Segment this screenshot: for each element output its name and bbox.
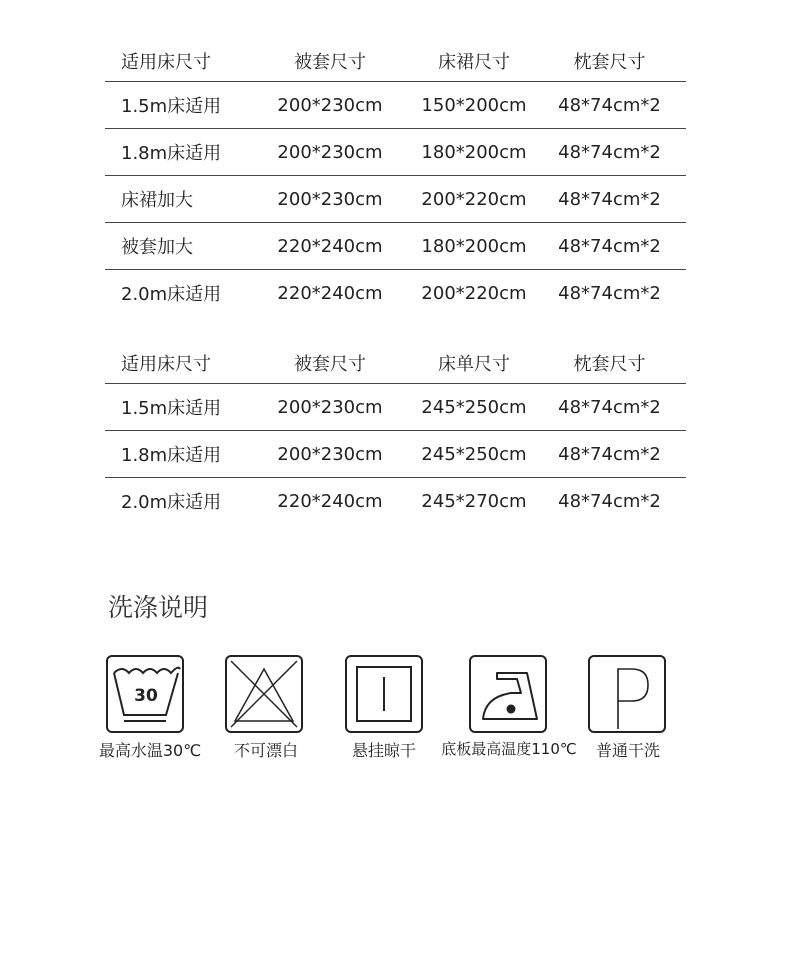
cell: 1.5m床适用 (121, 96, 222, 117)
cell: 48*74cm*2 (558, 141, 661, 163)
size-table-1 (105, 40, 686, 316)
wash-label-drip-dry: 悬挂晾干 (351, 741, 416, 760)
cell: 48*74cm*2 (558, 188, 661, 210)
wash-tub-icon (106, 655, 184, 733)
wash-label-temp: 最高水温30℃ (98, 741, 202, 760)
table-row (105, 383, 686, 430)
table-header-row (105, 40, 686, 81)
cell: 48*74cm*2 (558, 282, 661, 304)
cell: 被套加大 (121, 237, 193, 258)
cell: 180*200cm (421, 235, 527, 257)
wash-label-no-bleach: 不可漂白 (233, 741, 298, 760)
header-pillowcase-size: 枕套尺寸 (573, 353, 646, 375)
wash-instructions-title: 洗涤说明 (108, 593, 209, 622)
header-bed-size: 适用床尺寸 (121, 51, 211, 73)
cell: 200*220cm (421, 188, 527, 210)
cell: 245*250cm (421, 443, 527, 465)
cell: 200*230cm (277, 443, 383, 465)
table-row (105, 269, 686, 316)
cell: 220*240cm (277, 490, 383, 512)
drip-dry-icon (345, 655, 423, 733)
cell: 2.0m床适用 (121, 284, 222, 305)
table-row (105, 81, 686, 128)
cell: 200*230cm (277, 396, 383, 418)
header-duvet-size: 被套尺寸 (294, 51, 366, 73)
table-row (105, 430, 686, 477)
size-table-2 (105, 342, 686, 524)
cell: 200*220cm (421, 282, 527, 304)
cell: 200*230cm (277, 94, 383, 116)
cell: 1.8m床适用 (121, 143, 222, 164)
table-row (105, 175, 686, 222)
table-row (105, 477, 686, 524)
no-bleach-icon (225, 655, 303, 733)
header-duvet-size: 被套尺寸 (294, 353, 366, 375)
cell: 245*270cm (421, 490, 527, 512)
cell: 48*74cm*2 (558, 94, 661, 116)
cell: 48*74cm*2 (558, 396, 661, 418)
cell: 180*200cm (421, 141, 527, 163)
cell: 1.5m床适用 (121, 398, 222, 419)
cell: 245*250cm (421, 396, 527, 418)
dry-clean-p-icon (588, 655, 666, 733)
iron-icon (469, 655, 547, 733)
cell: 48*74cm*2 (558, 443, 661, 465)
wash-label-iron: 底板最高温度110℃ (441, 740, 577, 758)
cell: 200*230cm (277, 188, 383, 210)
cell: 220*240cm (277, 282, 383, 304)
cell: 2.0m床适用 (121, 492, 222, 513)
cell: 48*74cm*2 (558, 490, 661, 512)
header-bedskirt-size: 床裙尺寸 (438, 51, 510, 73)
header-sheet-size: 床单尺寸 (438, 353, 510, 375)
cell: 200*230cm (277, 141, 383, 163)
cell: 220*240cm (277, 235, 383, 257)
cell: 150*200cm (421, 94, 527, 116)
header-pillowcase-size: 枕套尺寸 (573, 51, 646, 73)
table-row (105, 128, 686, 175)
cell: 床裙加大 (121, 190, 193, 211)
cell: 48*74cm*2 (558, 235, 661, 257)
cell: 1.8m床适用 (121, 445, 222, 466)
table-header-row (105, 342, 686, 383)
wash-label-dry-clean: 普通干洗 (595, 741, 660, 760)
table-row (105, 222, 686, 269)
header-bed-size: 适用床尺寸 (121, 353, 211, 375)
wash-temp-text: 30 (134, 686, 158, 706)
